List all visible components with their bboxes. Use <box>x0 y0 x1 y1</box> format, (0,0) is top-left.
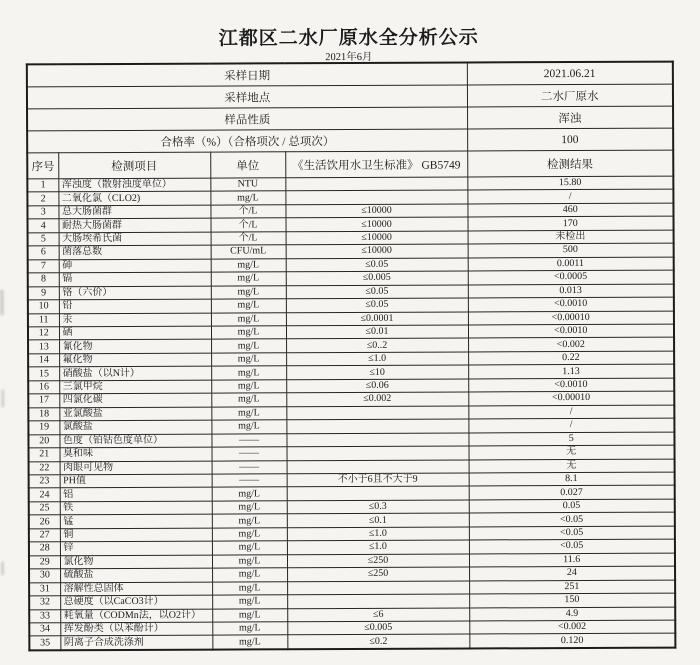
cell-index: 7 <box>28 259 59 273</box>
info-label: 样品性质 <box>27 107 467 131</box>
cell-item: 菌落总数 <box>59 245 211 259</box>
page-subtitle: 2021年6月 <box>325 51 373 64</box>
cell-result: 251 <box>469 580 675 594</box>
cell-item: 挥发酚类（以苯酚计） <box>60 622 212 636</box>
info-row-pass-rate <box>27 128 673 153</box>
cell-index: 33 <box>29 609 60 623</box>
page-title: 江都区二水厂原水全分析公示 <box>218 27 479 50</box>
cell-item: 锰 <box>60 514 212 528</box>
cell-result: 无 <box>469 459 675 473</box>
cell-result: <0.05 <box>469 539 675 553</box>
info-value: 100 <box>467 128 673 151</box>
cell-result: 5 <box>468 432 674 446</box>
cell-index: 30 <box>29 569 60 583</box>
cell-standard: ≤0.005 <box>286 271 468 285</box>
table-row <box>29 633 675 650</box>
cell-result: 460 <box>467 203 673 217</box>
cell-item: 总大肠菌群 <box>58 205 210 219</box>
cell-item: 二氧化氯（CLO2) <box>58 192 210 206</box>
cell-standard <box>286 419 468 433</box>
cell-unit: mg/L <box>211 272 286 286</box>
cell-result: 15.80 <box>467 176 673 190</box>
cell-item: 铅 <box>59 299 211 313</box>
col-header-standard: 《生活饮用水卫生标准》 GB5749 <box>285 151 467 178</box>
cell-item: 三氯甲烷 <box>59 380 211 394</box>
cell-standard: ≤0.1 <box>287 513 469 527</box>
cell-standard <box>286 433 468 447</box>
cell-item: 铁 <box>60 501 212 515</box>
cell-index: 20 <box>28 434 59 448</box>
cell-result: <0.0010 <box>468 378 674 392</box>
cell-item: 耐热大肠菌群 <box>59 218 211 232</box>
col-header-result: 检测结果 <box>467 150 673 177</box>
cell-result: 0.05 <box>469 499 675 513</box>
cell-index: 24 <box>29 488 60 502</box>
info-label: 采样地点 <box>27 85 467 109</box>
cell-unit: mg/L <box>210 191 285 205</box>
cell-result: <0.002 <box>469 620 675 634</box>
cell-index: 18 <box>28 407 59 421</box>
cell-item: PH值 <box>60 474 212 488</box>
cell-standard <box>285 190 467 204</box>
cell-standard: ≤10000 <box>285 204 467 218</box>
cell-unit: —— <box>212 447 287 461</box>
cell-unit: mg/L <box>212 608 287 622</box>
cell-standard: ≤1.0 <box>287 540 469 554</box>
cell-result: 0.013 <box>468 284 674 298</box>
analysis-table <box>26 61 677 652</box>
info-label: 合格率（%）（合格项次 / 总项次） <box>27 129 467 153</box>
cell-standard <box>287 446 469 460</box>
cell-unit: mg/L <box>211 312 286 326</box>
col-header-unit: 单位 <box>210 152 285 178</box>
cell-standard <box>287 486 469 500</box>
cell-item: 砷 <box>59 259 211 273</box>
cell-standard: ≤0.01 <box>286 325 468 339</box>
info-label: 采样日期 <box>27 62 467 86</box>
cell-standard: ≤0.002 <box>286 392 468 406</box>
cell-index: 10 <box>28 300 59 314</box>
cell-index: 17 <box>28 394 59 408</box>
cell-item: 氟化物 <box>59 353 211 367</box>
cell-unit: mg/L <box>212 514 287 528</box>
cell-unit: mg/L <box>211 299 286 313</box>
cell-result: 4.9 <box>469 607 675 621</box>
cell-standard: ≤10 <box>286 365 468 379</box>
cell-standard: 不小于6且不大于9 <box>287 473 469 487</box>
cell-unit: —— <box>212 460 287 474</box>
cell-unit: mg/L <box>211 258 286 272</box>
cell-result: 0.0011 <box>468 257 674 271</box>
cell-unit: 个/L <box>210 205 285 219</box>
cell-result: 无 <box>469 445 675 459</box>
cell-index: 35 <box>29 636 60 650</box>
cell-standard: ≤0.0001 <box>286 312 468 326</box>
cell-unit: mg/L <box>211 380 286 394</box>
cell-result: <0.05 <box>469 512 675 526</box>
cell-result: <0.0005 <box>468 270 674 284</box>
col-header-item: 检测项目 <box>58 152 210 179</box>
cell-result: 0.120 <box>469 633 675 648</box>
cell-unit: mg/L <box>211 339 286 353</box>
cell-unit: mg/L <box>212 595 287 609</box>
cell-index: 29 <box>29 555 60 569</box>
cell-result: 8.1 <box>469 472 675 486</box>
cell-result: 0.027 <box>469 486 675 500</box>
cell-unit: mg/L <box>211 285 286 299</box>
cell-index: 15 <box>28 367 59 381</box>
col-header-index: 序号 <box>27 153 58 179</box>
cell-index: 34 <box>29 623 60 637</box>
cell-item: 硝酸盐（以N计） <box>59 366 211 380</box>
scan-artifact <box>1 562 4 576</box>
cell-result: 150 <box>469 593 675 607</box>
cell-item: 氯化物 <box>60 555 212 569</box>
cell-unit: mg/L <box>212 581 287 595</box>
cell-index: 31 <box>29 582 60 596</box>
scan-artifact <box>0 290 4 316</box>
cell-index: 9 <box>28 286 59 300</box>
cell-index: 3 <box>27 206 58 220</box>
cell-item: 铝 <box>60 488 212 502</box>
cell-index: 26 <box>29 515 60 529</box>
cell-index: 1 <box>27 179 58 193</box>
cell-unit: 个/L <box>211 218 286 232</box>
cell-standard: ≤0.2 <box>287 634 469 649</box>
cell-item: 硒 <box>59 326 211 340</box>
cell-index: 2 <box>27 192 58 206</box>
column-header-row <box>27 150 673 179</box>
cell-unit: mg/L <box>212 635 287 649</box>
info-row-sample-date <box>27 62 673 87</box>
cell-standard <box>285 177 467 191</box>
cell-item: 浑浊度（散射浊度单位） <box>58 178 210 192</box>
cell-result: 24 <box>469 566 675 580</box>
cell-result: 0.22 <box>468 351 674 365</box>
cell-result: / <box>467 190 673 204</box>
cell-item: 总硬度（以CaCO3计） <box>60 595 212 609</box>
cell-item: 汞 <box>59 313 211 327</box>
cell-index: 25 <box>29 502 60 516</box>
cell-standard: ≤0.05 <box>286 285 468 299</box>
cell-item: 亚氯酸盐 <box>59 407 211 421</box>
cell-unit: mg/L <box>212 622 287 636</box>
cell-standard <box>286 406 468 420</box>
cell-standard: ≤1.0 <box>286 352 468 366</box>
cell-unit: mg/L <box>212 541 287 555</box>
cell-item: 阴离子合成洗涤剂 <box>60 636 212 651</box>
cell-unit: mg/L <box>212 528 287 542</box>
cell-unit: mg/L <box>211 406 286 420</box>
cell-index: 12 <box>28 327 59 341</box>
cell-result: <0.00010 <box>468 391 674 405</box>
cell-standard: ≤0.3 <box>287 500 469 514</box>
cell-standard <box>287 581 469 595</box>
scan-artifact <box>1 390 4 408</box>
cell-unit: —— <box>212 474 287 488</box>
cell-standard <box>287 459 469 473</box>
cell-index: 6 <box>28 246 59 260</box>
cell-result: <0.0010 <box>468 297 674 311</box>
cell-index: 4 <box>28 219 59 233</box>
cell-item: 氰化物 <box>59 340 211 354</box>
cell-standard: ≤250 <box>287 567 469 581</box>
cell-item: 硫酸盐 <box>60 568 212 582</box>
cell-standard: ≤1.0 <box>287 527 469 541</box>
cell-item: 色度（铂钴色度单位） <box>59 434 211 448</box>
cell-standard <box>287 594 469 608</box>
cell-unit: NTU <box>210 178 285 192</box>
cell-result: / <box>468 418 674 432</box>
cell-standard: ≤0.05 <box>286 298 468 312</box>
cell-index: 13 <box>28 340 59 354</box>
cell-unit: mg/L <box>212 568 287 582</box>
cell-standard: ≤10000 <box>286 231 468 245</box>
cell-result: / <box>468 405 674 419</box>
cell-unit: mg/L <box>211 326 286 340</box>
cell-item: 溶解性总固体 <box>60 582 212 596</box>
cell-result: <0.00010 <box>468 311 674 325</box>
cell-index: 16 <box>28 381 59 395</box>
cell-result: 170 <box>468 216 674 230</box>
cell-item: 四氯化碳 <box>59 393 211 407</box>
cell-result: 500 <box>468 243 674 257</box>
cell-unit: mg/L <box>212 501 287 515</box>
info-value: 2021.06.21 <box>467 62 673 85</box>
cell-unit: mg/L <box>212 487 287 501</box>
info-row-sample-nature <box>27 106 673 131</box>
cell-index: 14 <box>28 354 59 368</box>
cell-standard: ≤0..2 <box>286 338 468 352</box>
cell-result: 1.13 <box>468 364 674 378</box>
cell-index: 32 <box>29 596 60 610</box>
cell-standard: ≤10000 <box>286 244 468 258</box>
cell-index: 11 <box>28 313 59 327</box>
cell-item: 镉 <box>59 272 211 286</box>
cell-item: 氯酸盐 <box>59 420 211 434</box>
cell-standard: ≤0.005 <box>287 621 469 635</box>
cell-item: 铜 <box>60 528 212 542</box>
cell-unit: mg/L <box>212 554 287 568</box>
cell-item: 铬（六价） <box>59 286 211 300</box>
cell-unit: mg/L <box>211 366 286 380</box>
cell-result: <0.002 <box>468 338 674 352</box>
cell-unit: 个/L <box>211 232 286 246</box>
cell-result: <0.0010 <box>468 324 674 338</box>
cell-standard: ≤250 <box>287 554 469 568</box>
cell-result: <0.05 <box>469 526 675 540</box>
info-value: 二水厂原水 <box>467 84 673 107</box>
cell-standard: ≤6 <box>287 607 469 621</box>
cell-index: 28 <box>29 542 60 556</box>
cell-item: 锌 <box>60 541 212 555</box>
cell-index: 22 <box>29 461 60 475</box>
cell-item: 臭和味 <box>60 447 212 461</box>
cell-unit: CFU/mL <box>211 245 286 259</box>
cell-index: 19 <box>28 421 59 435</box>
cell-unit: mg/L <box>211 393 286 407</box>
cell-item: 肉眼可见物 <box>60 461 212 475</box>
info-value: 浑浊 <box>467 106 673 129</box>
cell-unit: mg/L <box>211 353 286 367</box>
cell-unit: —— <box>211 433 286 447</box>
cell-standard: ≤0.06 <box>286 379 468 393</box>
cell-item: 耗氧量（CODMn法，以O2计） <box>60 609 212 623</box>
results-tbody <box>27 176 675 650</box>
cell-index: 8 <box>28 273 59 287</box>
cell-index: 21 <box>29 448 60 462</box>
cell-index: 27 <box>29 529 60 543</box>
cell-result: 未检出 <box>468 230 674 244</box>
info-row-sample-location <box>27 84 673 109</box>
cell-index: 5 <box>28 233 59 247</box>
cell-standard: ≤0.05 <box>286 258 468 272</box>
cell-item: 大肠埃希氏菌 <box>59 232 211 246</box>
cell-standard: ≤10000 <box>286 217 468 231</box>
cell-result: 11.6 <box>469 553 675 567</box>
cell-index: 23 <box>29 475 60 489</box>
cell-unit: mg/L <box>211 420 286 434</box>
